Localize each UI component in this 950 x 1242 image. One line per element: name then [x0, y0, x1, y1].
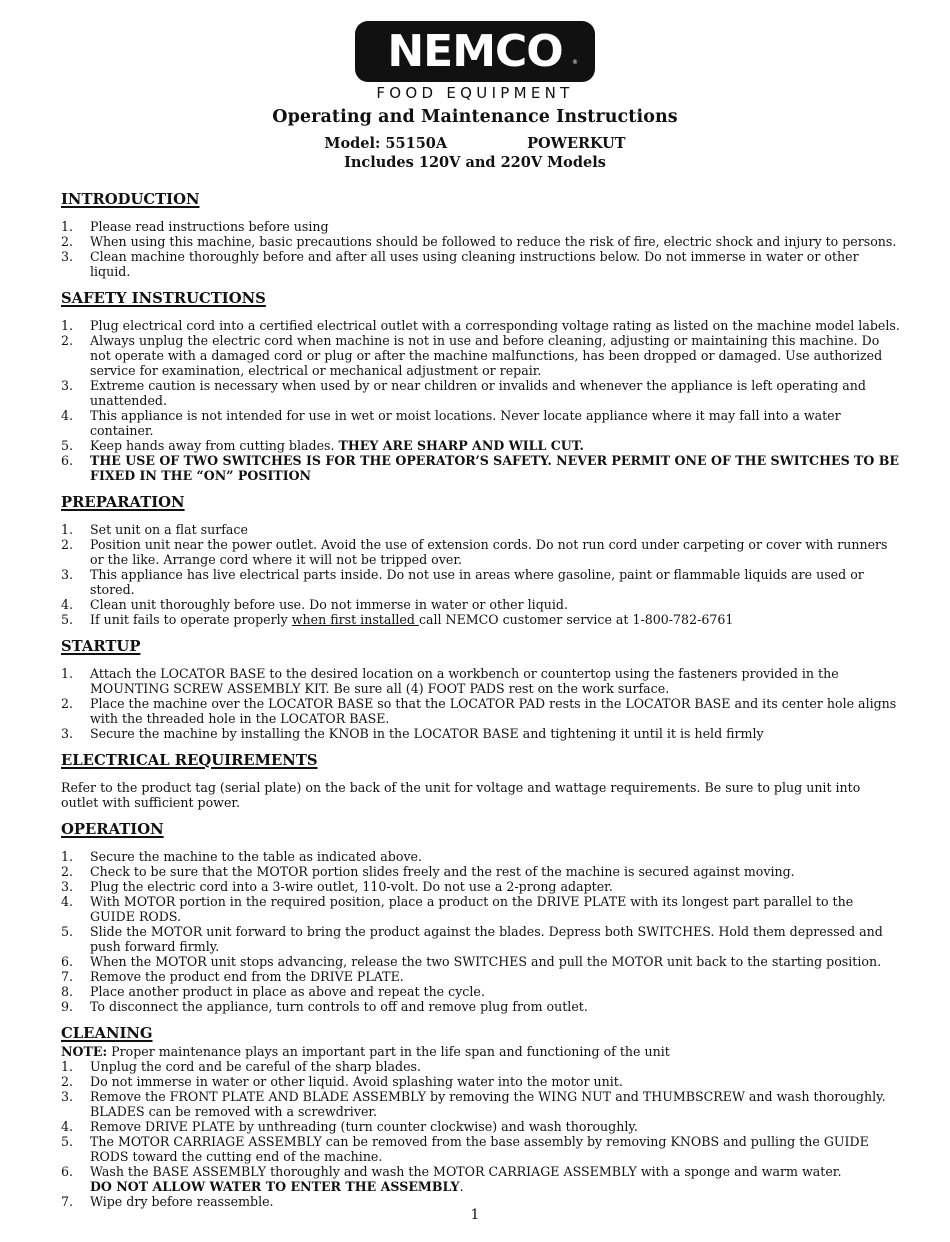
list-item: 2. Place the machine over the LOCATOR BASE so that the LOCATOR PAD rests in the LOCATOR BASE and its center hole aligns with the threaded hole in the LOCATOR BASE. — [61, 696, 897, 726]
list-item: 2. When using this machine, basic precautions should be followed to reduce the risk of fire, electric shock and injury to persons. — [61, 234, 897, 249]
section-heading: PREPARATION — [61, 494, 185, 511]
list-item: 3. Clean machine thoroughly before and after all uses using cleaning instructions below. Do not immerse in water or other liquid. — [61, 249, 859, 279]
introduction-list — [61, 219, 901, 279]
note-label: NOTE: — [61, 1044, 108, 1059]
list-item: 8. Place another product in place as above and repeat the cycle. — [61, 984, 485, 999]
electrical-paragraph: Refer to the product tag (serial plate) on the back of the unit for voltage and wattage requirements. Be sure to plug unit into outlet with sufficient power. — [61, 780, 861, 810]
list-item: 5. Keep hands away from cutting blades. THEY ARE SHARP AND WILL CUT. — [61, 438, 584, 453]
list-item: 4. With MOTOR portion in the required position, place a product on the DRIVE PLATE with its longest part parallel to the GUIDE RODS. — [61, 894, 854, 924]
safety-list — [61, 318, 901, 483]
model-label: Model: — [324, 135, 381, 152]
registered-mark: ® — [572, 59, 578, 66]
list-item: 5. The MOTOR CARRIAGE ASSEMBLY can be removed from the base assembly by removing KNOBS and pulling the GUIDE RODS toward the cutting end of the machine. — [61, 1134, 869, 1164]
list-item: 3. Extreme caution is necessary when used by or near children or invalids and whenever the appliance is left operating and unattended. — [61, 378, 866, 408]
list-item: 2. Always unplug the electric cord when machine is not in use and before cleaning, adjusting or maintaining this machine. Do not operate with a damaged cord or plug or after the machine malfunctions, has been dropped or damaged. Use authorized service for examination, electrical or mechanical adjustment or repair. — [61, 333, 883, 378]
section-startup — [61, 637, 901, 741]
list-item: 6. THE USE OF TWO SWITCHES IS FOR THE OPERATOR’S SAFETY. NEVER PERMIT ONE OF THE SWITCHES TO BE FIXED IN THE “ON” POSITION — [61, 453, 900, 483]
list-item: 3. This appliance has live electrical parts inside. Do not use in areas where gasoline, paint or flammable liquids are used or stored. — [61, 567, 864, 597]
warning-text: THEY ARE SHARP AND WILL CUT. — [338, 438, 584, 453]
list-item: 1. Secure the machine to the table as indicated above. — [61, 849, 423, 864]
operation-list — [61, 849, 901, 1014]
list-item: 1. Unplug the cord and be careful of the sharp blades. — [61, 1059, 421, 1074]
underlined-text: when first installed — [291, 612, 419, 627]
section-heading: SAFETY INSTRUCTIONS — [61, 290, 266, 307]
list-item: 1. Set unit on a flat surface — [61, 522, 248, 537]
list-item: 7. Remove the product end from the DRIVE PLATE. — [61, 969, 404, 984]
list-item: 5. Slide the MOTOR unit forward to bring the product against the blades. Depress both SWITCHES. Hold them depressed and push forward firmly. — [61, 924, 883, 954]
section-introduction — [61, 190, 901, 279]
list-item: 1. Plug electrical cord into a certified electrical outlet with a corresponding voltage rating as listed on the machine model labels. — [61, 318, 900, 333]
list-item: 4. Clean unit thoroughly before use. Do not immerse in water or other liquid. — [61, 597, 568, 612]
list-item: 6. Wash the BASE ASSEMBLY thoroughly and wash the MOTOR CARRIAGE ASSEMBLY with a sponge and warm water. DO NOT ALLOW WATER TO ENTER THE ASSEMBLY. — [61, 1164, 842, 1194]
startup-list — [61, 666, 901, 741]
model-line — [0, 135, 950, 152]
section-heading: ELECTRICAL REQUIREMENTS — [61, 752, 318, 769]
list-item: 4. Remove DRIVE PLATE by unthreading (turn counter clockwise) and wash thoroughly. — [61, 1119, 638, 1134]
logo-badge — [355, 21, 595, 82]
list-item: 1. Please read instructions before using — [61, 219, 329, 234]
list-item: 2. Check to be sure that the MOTOR portion slides freely and the rest of the machine is secured against moving. — [61, 864, 795, 879]
section-heading: INTRODUCTION — [61, 191, 200, 208]
section-heading: OPERATION — [61, 821, 164, 838]
preparation-list — [61, 522, 901, 627]
section-cleaning — [61, 1024, 901, 1209]
section-heading: STARTUP — [61, 638, 141, 655]
customer-service-phone: call NEMCO customer service at 1-800-782-6761 — [418, 612, 734, 627]
list-item: 1. Attach the LOCATOR BASE to the desired location on a workbench or countertop using the fasteners provided in the MOUNTING SCREW ASSEMBLY KIT. Be sure all (4) FOOT PADS rest on the work surface. — [61, 666, 839, 696]
document-body — [61, 190, 901, 1209]
logo-wordmark: NEMCO — [387, 26, 563, 77]
includes-line: Includes 120V and 220V Models — [344, 154, 606, 171]
list-item: 7. Wipe dry before reassemble. — [61, 1194, 274, 1209]
list-item: 3. Secure the machine by installing the KNOB in the LOCATOR BASE and tightening it until it is held firmly — [61, 726, 764, 741]
section-operation — [61, 820, 901, 1014]
list-item: 6. When the MOTOR unit stops advancing, release the two SWITCHES and pull the MOTOR unit back to the starting position. — [61, 954, 882, 969]
list-item: 9. To disconnect the appliance, turn controls to off and remove plug from outlet. — [61, 999, 588, 1014]
section-electrical — [61, 751, 901, 810]
section-heading: CLEANING — [61, 1025, 153, 1042]
cleaning-list — [61, 1059, 901, 1209]
section-safety — [61, 289, 901, 483]
nemco-logo — [0, 21, 950, 102]
section-preparation — [61, 493, 901, 627]
list-item: 4. This appliance is not intended for use in wet or moist locations. Never locate appliance where it may fall into a water container. — [61, 408, 841, 438]
cleaning-note: NOTE: Proper maintenance plays an important part in the life span and functioning of the unit — [61, 1044, 670, 1059]
list-item: 5. If unit fails to operate properly when first installed call NEMCO customer service at 1-800-782-6761 — [61, 612, 734, 627]
list-item: 3. Plug the electric cord into a 3-wire outlet, 110-volt. Do not use a 2-prong adapter. — [61, 879, 613, 894]
model-number: 55150A — [385, 135, 448, 152]
list-item: 3. Remove the FRONT PLATE AND BLADE ASSEMBLY by removing the WING NUT and THUMBSCREW and wash thoroughly. BLADES can be removed with a screwdriver. — [61, 1089, 886, 1119]
logo-subtitle: FOOD EQUIPMENT — [376, 84, 574, 102]
warning-text: DO NOT ALLOW WATER TO ENTER THE ASSEMBLY — [90, 1179, 460, 1194]
warning-text: THE USE OF TWO SWITCHES IS FOR THE OPERATOR’S SAFETY. NEVER PERMIT ONE OF THE SWITCHES TO BE FIXED IN THE “ON” POSITION — [90, 453, 900, 483]
document-title: Operating and Maintenance Instructions — [272, 107, 678, 127]
list-item: 2. Position unit near the power outlet. Avoid the use of extension cords. Do not run cord under carpeting or cover with runners or the like. Arrange cord where it will not be tripped over. — [61, 537, 888, 567]
list-item: 2. Do not immerse in water or other liquid. Avoid splashing water into the motor unit. — [61, 1074, 623, 1089]
product-name: POWERKUT — [527, 135, 626, 152]
page-number: 1 — [470, 1207, 480, 1223]
